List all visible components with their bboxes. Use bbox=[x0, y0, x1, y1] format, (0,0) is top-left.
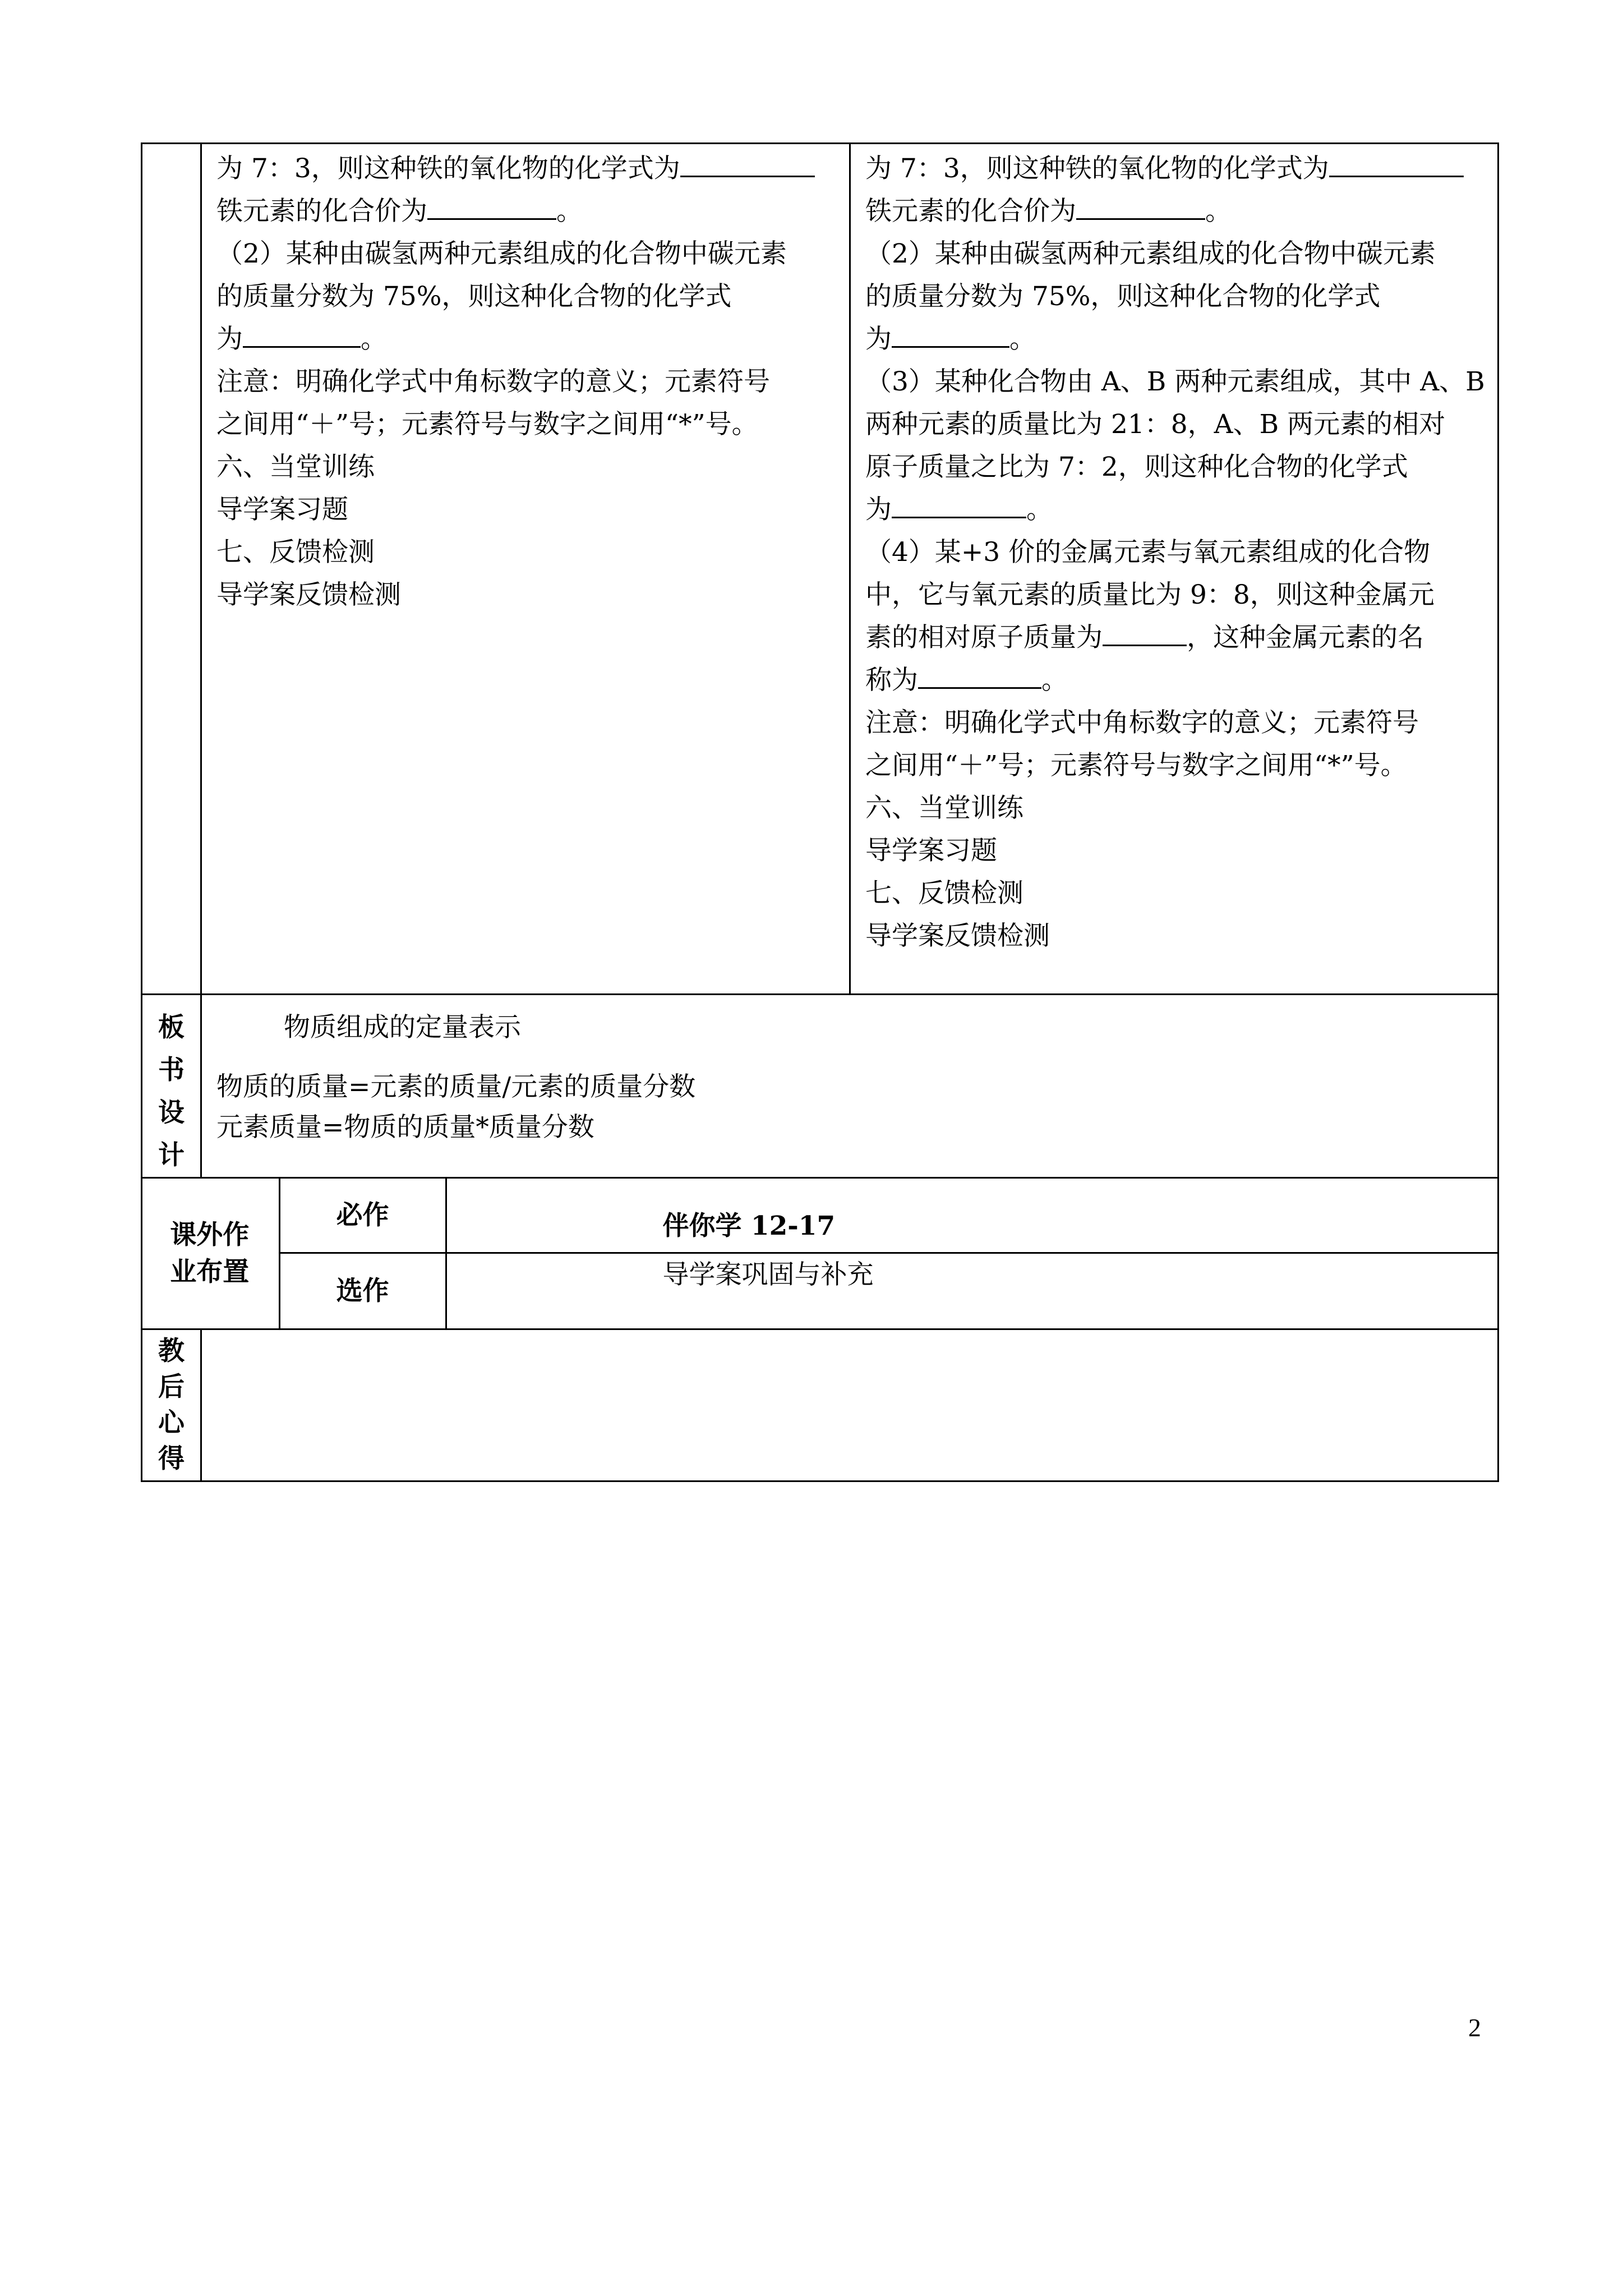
label-char: 得 bbox=[158, 1443, 185, 1474]
right-line: 铁元素的化合价为 。 bbox=[865, 190, 1485, 233]
board-design-content bbox=[201, 995, 1498, 1178]
right-line: 六、当堂训练 bbox=[865, 793, 1023, 823]
board-title: 物质组成的定量表示 bbox=[284, 1012, 521, 1043]
right-column bbox=[850, 144, 1498, 995]
right-line: 导学案习题 bbox=[865, 835, 997, 866]
left-line: 之间用“＋”号；元素符号与数字之间用“*”号。 bbox=[216, 409, 758, 440]
left-line: 六、当堂训练 bbox=[216, 452, 375, 482]
right-line: 导学案反馈检测 bbox=[865, 921, 1050, 951]
answer-blank[interactable] bbox=[1103, 620, 1187, 646]
right-line: （4）某+3 价的金属元素与氧元素组成的化合物 bbox=[865, 537, 1431, 568]
left-line: 导学案反馈检测 bbox=[216, 579, 401, 610]
left-line: 铁元素的化合价为 。 bbox=[216, 190, 837, 233]
right-line: 原子质量之比为 7：2，则这种化合物的化学式 bbox=[865, 452, 1408, 482]
board-design-row bbox=[142, 995, 1498, 1178]
right-line: 为 。 bbox=[865, 489, 1485, 531]
right-line: 中，它与氧元素的质量比为 9：8，则这种金属元 bbox=[865, 579, 1435, 610]
answer-blank[interactable] bbox=[243, 321, 361, 348]
right-line: 为 。 bbox=[865, 318, 1485, 361]
left-line: （2）某种由碳氢两种元素组成的化合物中碳元素 bbox=[216, 238, 787, 269]
right-line: 的质量分数为 75%，则这种化合物的化学式 bbox=[865, 281, 1381, 312]
reflection-content[interactable] bbox=[201, 1329, 1498, 1481]
right-line: 为 7：3，则这种铁的氧化物的化学式为 bbox=[865, 148, 1485, 190]
left-line: 注意：明确化学式中角标数字的意义；元素符号 bbox=[216, 366, 770, 397]
answer-blank[interactable] bbox=[892, 321, 1009, 348]
answer-blank[interactable] bbox=[892, 492, 1026, 518]
left-column bbox=[201, 144, 850, 995]
label-line: 业布置 bbox=[170, 1256, 250, 1287]
right-line: 之间用“＋”号；元素符号与数字之间用“*”号。 bbox=[865, 750, 1407, 781]
optional-value: 导学案巩固与补充 bbox=[446, 1253, 1499, 1329]
required-label: 必作 bbox=[279, 1178, 446, 1253]
required-value: 伴你学 12-17 bbox=[446, 1178, 1499, 1253]
label-char: 板 bbox=[158, 1012, 185, 1043]
board-formula: 元素质量=物质的质量*质量分数 bbox=[216, 1112, 594, 1143]
optional-label: 选作 bbox=[279, 1253, 446, 1329]
answer-blank[interactable] bbox=[1329, 151, 1464, 177]
label-char: 教 bbox=[158, 1336, 185, 1366]
left-line: 为 。 bbox=[216, 318, 837, 361]
answer-blank[interactable] bbox=[1076, 194, 1205, 220]
answer-blank[interactable] bbox=[918, 662, 1041, 689]
homework-row bbox=[142, 1178, 1498, 1329]
left-line: 的质量分数为 75%，则这种化合物的化学式 bbox=[216, 281, 732, 312]
label-char: 计 bbox=[158, 1140, 185, 1171]
right-line: 两种元素的质量比为 21：8，A、B 两元素的相对 bbox=[865, 409, 1446, 440]
right-line: 称为 。 bbox=[865, 659, 1485, 702]
row-label-empty bbox=[142, 144, 201, 995]
left-line: 七、反馈检测 bbox=[216, 537, 375, 568]
left-line: 为 7：3，则这种铁的氧化物的化学式为 bbox=[216, 148, 837, 190]
board-formula: 物质的质量=元素的质量/元素的质量分数 bbox=[216, 1071, 696, 1102]
label-char: 心 bbox=[158, 1407, 185, 1438]
label-line: 课外作 bbox=[170, 1219, 250, 1250]
homework-label bbox=[141, 1178, 279, 1329]
label-char: 书 bbox=[158, 1055, 185, 1085]
label-char: 后 bbox=[158, 1372, 185, 1402]
right-line: （3）某种化合物由 A、B 两种元素组成，其中 A、B bbox=[865, 366, 1485, 397]
content-row bbox=[142, 144, 1498, 995]
page-number: 2 bbox=[1468, 2013, 1481, 2042]
answer-blank[interactable] bbox=[427, 194, 556, 220]
right-line: 注意：明确化学式中角标数字的意义；元素符号 bbox=[865, 707, 1419, 738]
lesson-plan-table bbox=[141, 142, 1499, 1482]
answer-blank[interactable] bbox=[680, 151, 815, 177]
label-char: 设 bbox=[158, 1097, 185, 1128]
right-line: （2）某种由碳氢两种元素组成的化合物中碳元素 bbox=[865, 238, 1436, 269]
homework-table bbox=[141, 1177, 1499, 1330]
reflection-label bbox=[142, 1329, 201, 1481]
right-line: 七、反馈检测 bbox=[865, 878, 1023, 909]
board-design-label bbox=[142, 995, 201, 1178]
left-line: 导学案习题 bbox=[216, 494, 348, 525]
homework-cell bbox=[142, 1178, 1498, 1329]
reflection-row bbox=[142, 1329, 1498, 1481]
right-line: 素的相对原子质量为 ，这种金属元素的名 bbox=[865, 616, 1485, 659]
